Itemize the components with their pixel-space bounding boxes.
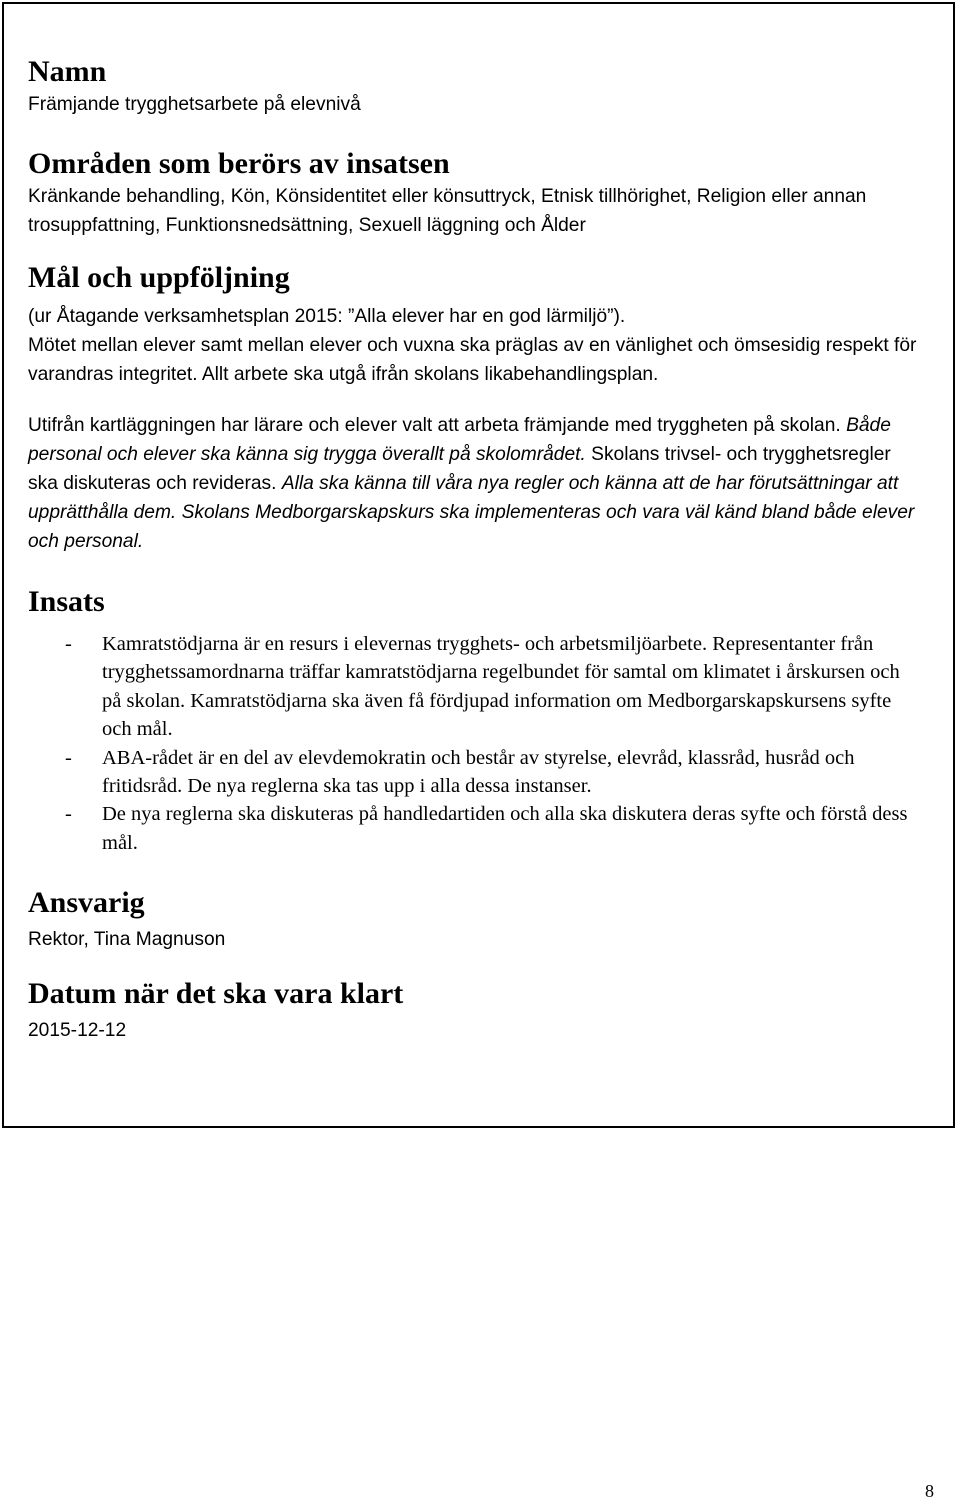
goals-reference: (ur Åtagande verksamhetsplan 2015: ”Alla elever har en god lärmiljö”). bbox=[28, 306, 626, 327]
list-item-text: Kamratstödjarna är en resurs i elevernas trygghets- och arbetsmiljöarbete. Representanter från trygghetssamordnarna träffar kamratstödjarna regelbundet för samtal om klimatet i årskursen och på skolan. Kamratstödjarna ska även få fördjupad information om Medborgarskapskursens syfte och mål. bbox=[102, 633, 900, 741]
list-item-text: De nya reglerna ska diskuteras på handledartiden och alla ska diskutera deras syfte och förstå dess mål. bbox=[102, 803, 908, 854]
goals-focus-text-d: Alla ska känna till våra nya regler och känna att de har förutsättningar att upprätthålla dem. Skolans Medborgarskapskurs ska implementeras och vara väl känd bland både elever och personal. bbox=[28, 473, 915, 552]
responsible-text: Rektor, Tina Magnuson bbox=[28, 929, 226, 951]
heading-responsible: Ansvarig bbox=[28, 886, 145, 920]
heading-actions: Insats bbox=[28, 585, 105, 618]
heading-name: Namn bbox=[28, 55, 107, 88]
heading-areas: Områden som berörs av insatsen bbox=[28, 147, 450, 180]
goals-focus-text-c: Skolans trivsel- och trygghetsregler ska diskuteras och revideras. bbox=[28, 444, 891, 494]
list-bullet: - bbox=[65, 746, 72, 769]
list-bullet: - bbox=[65, 633, 72, 655]
section-responsible bbox=[28, 885, 918, 954]
actions-list bbox=[28, 630, 918, 857]
name-text: Främjande trygghetsarbete på elevnivå bbox=[28, 94, 361, 115]
section-areas bbox=[28, 146, 918, 240]
areas-text: Kränkande behandling, Kön, Könsidentitet eller könsuttryck, Etnisk tillhörighet, Religion eller annan trosuppfattning, Funktionsnedsättning, Sexuell läggning och Ålder bbox=[28, 186, 867, 236]
page-number: 8 bbox=[925, 1481, 934, 1501]
deadline-text: 2015-12-12 bbox=[28, 1020, 127, 1042]
goals-focus-text-a: Utifrån kartläggningen har lärare och elever valt att arbeta främjande med tryggheten på skolan. bbox=[28, 415, 847, 436]
list-item bbox=[28, 630, 918, 744]
section-name bbox=[28, 54, 918, 119]
goals-focus-paragraph bbox=[28, 411, 918, 556]
list-bullet: - bbox=[65, 803, 72, 826]
goals-focus-text-b: Både personal och elever ska känna sig trygga överallt på skolområdet. bbox=[28, 415, 891, 465]
goals-paragraph: Mötet mellan elever samt mellan elever och vuxna ska präglas av en vänlighet och ömsesidig respekt för varandras integritet. Allt arbete ska utgå ifrån skolans likabehandlingsplan. bbox=[28, 335, 917, 385]
list-item bbox=[28, 744, 918, 801]
list-item-text: ABA-rådet är en del av elevdemokratin och består av styrelse, elevråd, klassråd, husråd och fritidsråd. De nya reglerna ska tas upp i alla dessa instanser. bbox=[102, 746, 855, 798]
document-content bbox=[28, 54, 918, 1045]
section-goals bbox=[28, 260, 918, 556]
list-item bbox=[28, 800, 918, 857]
heading-deadline: Datum när det ska vara klart bbox=[28, 977, 404, 1011]
section-actions bbox=[28, 584, 918, 857]
section-deadline bbox=[28, 976, 918, 1045]
heading-goals: Mål och uppföljning bbox=[28, 261, 290, 294]
